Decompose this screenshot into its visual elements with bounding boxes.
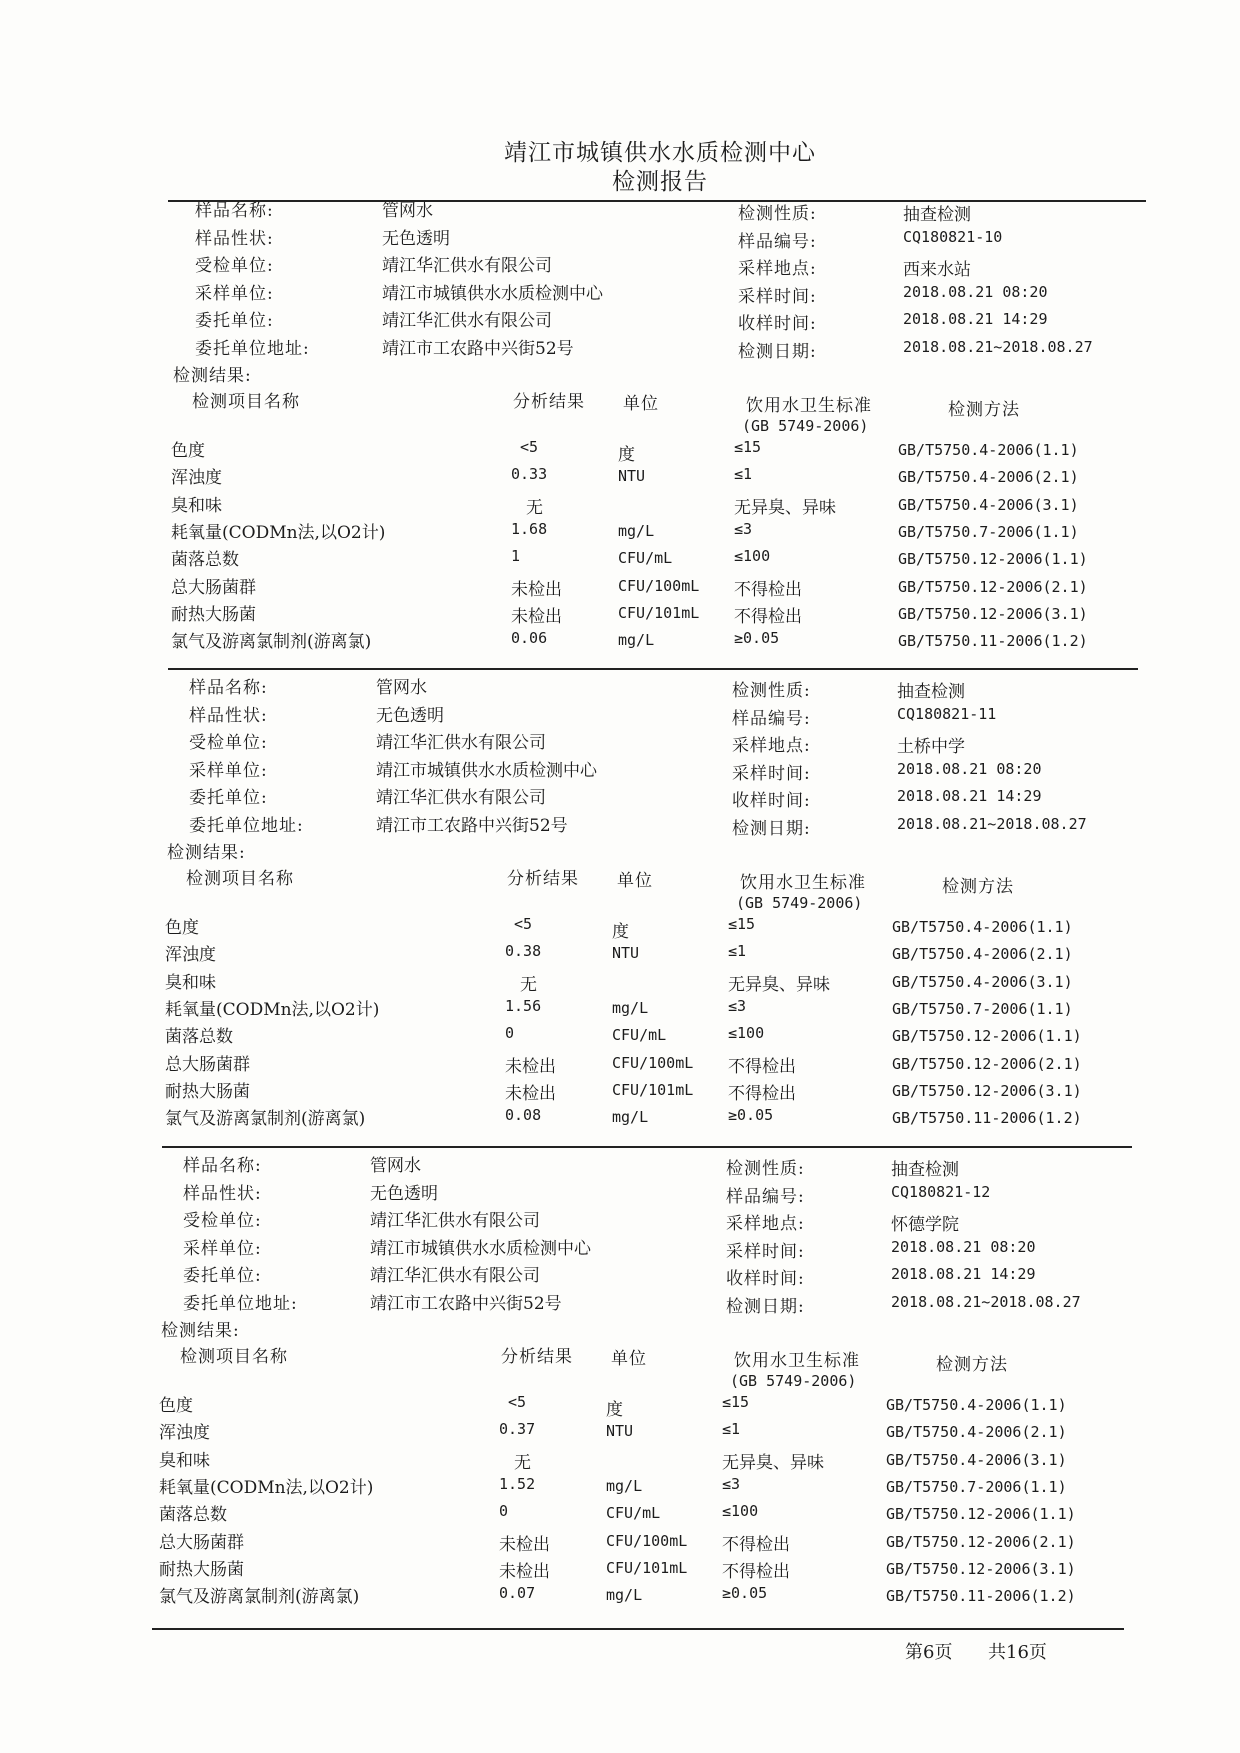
result-value: 未检出 <box>511 579 562 600</box>
item-name: 色度 <box>165 918 199 938</box>
standard-value: ≤15 <box>734 438 762 456</box>
result-value: 1.68 <box>511 519 548 538</box>
sample-no-value: CQ180821-12 <box>891 1182 991 1201</box>
method-value: GB/T5750.4-2006(2.1) <box>898 468 1079 487</box>
sampling-unit-value: 靖江市城镇供水水质检测中心 <box>370 1238 591 1259</box>
sample-name-value: 管网水 <box>382 201 433 221</box>
item-name: 耗氧量(CODMn法,以O2计) <box>159 1477 374 1498</box>
unit-value: NTU <box>618 467 646 486</box>
sampling-unit-label: 采样单位: <box>189 760 268 781</box>
unit-value: CFU/101mL <box>606 1558 688 1577</box>
standard-value: ≤3 <box>734 519 753 538</box>
method-value: GB/T5750.11-2006(1.2) <box>898 632 1088 651</box>
col-standard: 饮用水卫生标准 <box>746 396 872 416</box>
method-value: GB/T5750.4-2006(2.1) <box>886 1423 1067 1442</box>
unit-value: 度 <box>618 445 635 465</box>
col-method: 检测方法 <box>942 877 1014 897</box>
standard-value: ≤100 <box>722 1502 759 1521</box>
sample-no-label: 样品编号: <box>738 231 817 252</box>
method-value: GB/T5750.12-2006(2.1) <box>886 1532 1076 1551</box>
receive-time-value: 2018.08.21 14:29 <box>897 787 1042 805</box>
test-type-label: 检测性质: <box>738 204 817 224</box>
sample-name-value: 管网水 <box>370 1156 421 1176</box>
sampling-site-label: 采样地点: <box>732 736 811 756</box>
standard-value: 不得检出 <box>734 579 802 600</box>
client-unit-label: 委托单位: <box>183 1266 262 1286</box>
col-result: 分析结果 <box>501 1347 573 1367</box>
unit-value: CFU/100mL <box>618 576 700 595</box>
item-name: 臭和味 <box>165 972 216 993</box>
standard-value: 无异臭、异味 <box>728 974 830 995</box>
item-name: 浑浊度 <box>165 945 216 966</box>
result-value: 未检出 <box>505 1056 556 1077</box>
unit-value: mg/L <box>606 1586 643 1605</box>
col-item-name: 检测项目名称 <box>186 869 294 889</box>
standard-value: 无异臭、异味 <box>734 497 836 518</box>
method-value: GB/T5750.12-2006(2.1) <box>898 577 1088 596</box>
col-unit: 单位 <box>611 1349 647 1369</box>
col-standard-ref: (GB 5749-2006) <box>742 417 869 435</box>
standard-value: ≥0.05 <box>734 629 780 648</box>
result-value: 无 <box>520 974 537 995</box>
method-value: GB/T5750.4-2006(3.1) <box>892 972 1073 991</box>
method-value: GB/T5750.11-2006(1.2) <box>886 1587 1076 1606</box>
standard-value: ≥0.05 <box>728 1106 774 1125</box>
inspected-unit-value: 靖江华汇供水有限公司 <box>376 733 546 753</box>
client-address-label: 委托单位地址: <box>189 815 304 836</box>
test-date-value: 2018.08.21~2018.08.27 <box>903 337 1093 356</box>
report-title: 检测报告 <box>612 169 708 195</box>
item-name: 耗氧量(CODMn法,以O2计) <box>165 999 380 1020</box>
standard-value: 不得检出 <box>728 1083 796 1104</box>
section-divider-1 <box>168 668 1138 670</box>
client-address-value: 靖江市工农路中兴街52号 <box>376 815 568 836</box>
result-value: 0.07 <box>499 1584 536 1603</box>
unit-value: CFU/100mL <box>612 1053 694 1072</box>
test-date-value: 2018.08.21~2018.08.27 <box>897 814 1087 833</box>
receive-time-value: 2018.08.21 14:29 <box>891 1265 1036 1283</box>
sample-props-value: 无色透明 <box>370 1183 438 1204</box>
standard-value: 不得检出 <box>722 1534 790 1555</box>
unit-value: 度 <box>612 922 629 942</box>
sample-section-1 <box>168 196 1128 666</box>
result-value: 1.56 <box>505 996 542 1015</box>
result-value: <5 <box>520 438 539 456</box>
col-unit: 单位 <box>623 394 659 414</box>
standard-value: 不得检出 <box>728 1056 796 1077</box>
item-name: 氯气及游离氯制剂(游离氯) <box>171 632 372 653</box>
standard-value: 不得检出 <box>722 1561 790 1582</box>
result-value: 1 <box>511 547 521 566</box>
standard-value: ≥0.05 <box>722 1584 768 1603</box>
item-name: 耐热大肠菌 <box>159 1559 244 1580</box>
method-value: GB/T5750.4-2006(3.1) <box>898 495 1079 514</box>
standard-value: ≤100 <box>734 547 771 566</box>
sample-props-label: 样品性状: <box>195 228 274 249</box>
bottom-rule <box>152 1628 1124 1630</box>
test-date-label: 检测日期: <box>732 818 811 839</box>
section-divider-2 <box>162 1146 1132 1148</box>
sample-no-label: 样品编号: <box>732 708 811 729</box>
results-label: 检测结果: <box>161 1321 240 1341</box>
col-method: 检测方法 <box>948 400 1020 420</box>
method-value: GB/T5750.12-2006(2.1) <box>892 1054 1082 1073</box>
item-name: 总大肠菌群 <box>165 1054 250 1075</box>
method-value: GB/T5750.11-2006(1.2) <box>892 1109 1082 1128</box>
item-name: 菌落总数 <box>159 1505 227 1526</box>
sample-props-label: 样品性状: <box>183 1183 262 1204</box>
col-method: 检测方法 <box>936 1355 1008 1375</box>
results-label: 检测结果: <box>167 843 246 863</box>
unit-value: mg/L <box>612 998 649 1017</box>
test-date-value: 2018.08.21~2018.08.27 <box>891 1292 1081 1311</box>
inspected-unit-value: 靖江华汇供水有限公司 <box>370 1211 540 1231</box>
standard-value: ≤1 <box>728 942 747 961</box>
client-unit-value: 靖江华汇供水有限公司 <box>376 788 546 808</box>
method-value: GB/T5750.7-2006(1.1) <box>898 522 1079 541</box>
client-unit-value: 靖江华汇供水有限公司 <box>382 311 552 331</box>
sample-props-value: 无色透明 <box>382 228 450 249</box>
sample-name-label: 样品名称: <box>189 678 268 698</box>
method-value: GB/T5750.4-2006(1.1) <box>898 441 1079 459</box>
org-title: 靖江市城镇供水水质检测中心 <box>504 140 816 166</box>
client-address-value: 靖江市工农路中兴街52号 <box>382 338 574 359</box>
method-value: GB/T5750.12-2006(3.1) <box>886 1559 1076 1578</box>
item-name: 浑浊度 <box>171 468 222 489</box>
sampling-time-label: 采样时间: <box>726 1241 805 1262</box>
test-date-label: 检测日期: <box>726 1296 805 1317</box>
sampling-unit-value: 靖江市城镇供水水质检测中心 <box>376 760 597 781</box>
receive-time-label: 收样时间: <box>726 1269 805 1289</box>
method-value: GB/T5750.4-2006(2.1) <box>892 945 1073 964</box>
client-address-label: 委托单位地址: <box>195 338 310 359</box>
method-value: GB/T5750.4-2006(3.1) <box>886 1450 1067 1469</box>
sampling-unit-label: 采样单位: <box>183 1238 262 1259</box>
test-type-label: 检测性质: <box>732 681 811 701</box>
item-name: 臭和味 <box>171 495 222 516</box>
col-standard-ref: (GB 5749-2006) <box>736 894 863 912</box>
result-value: 未检出 <box>505 1083 556 1104</box>
standard-value: ≤3 <box>728 996 747 1015</box>
inspected-unit-label: 受检单位: <box>183 1211 262 1231</box>
col-unit: 单位 <box>617 871 653 891</box>
sample-props-value: 无色透明 <box>376 705 444 726</box>
result-value: <5 <box>508 1393 527 1411</box>
test-type-value: 抽查检测 <box>897 682 965 702</box>
unit-value: NTU <box>606 1422 634 1441</box>
item-name: 色度 <box>159 1396 193 1416</box>
result-value: 未检出 <box>499 1534 550 1555</box>
col-result: 分析结果 <box>513 392 585 412</box>
test-type-label: 检测性质: <box>726 1159 805 1179</box>
sampling-site-label: 采样地点: <box>738 259 817 279</box>
standard-value: 不得检出 <box>734 606 802 627</box>
page-number: 第6页 <box>905 1642 953 1663</box>
result-value: 0.06 <box>511 629 548 648</box>
item-name: 菌落总数 <box>171 550 239 571</box>
inspected-unit-label: 受检单位: <box>195 256 274 276</box>
result-value: 未检出 <box>511 606 562 627</box>
item-name: 耗氧量(CODMn法,以O2计) <box>171 522 386 543</box>
item-name: 氯气及游离氯制剂(游离氯) <box>165 1109 366 1130</box>
test-type-value: 抽查检测 <box>903 205 971 225</box>
client-address-label: 委托单位地址: <box>183 1293 298 1314</box>
results-label: 检测结果: <box>173 366 252 386</box>
client-unit-label: 委托单位: <box>195 311 274 331</box>
method-value: GB/T5750.12-2006(1.1) <box>892 1027 1082 1046</box>
unit-value: CFU/mL <box>618 549 673 568</box>
item-name: 色度 <box>171 441 205 461</box>
result-value: 1.52 <box>499 1474 536 1493</box>
inspected-unit-label: 受检单位: <box>189 733 268 753</box>
result-value: 0.37 <box>499 1420 536 1439</box>
result-value: 无 <box>514 1452 531 1473</box>
method-value: GB/T5750.12-2006(1.1) <box>898 550 1088 569</box>
result-value: 0.33 <box>511 465 548 484</box>
result-value: 无 <box>526 497 543 518</box>
method-value: GB/T5750.7-2006(1.1) <box>892 999 1073 1018</box>
standard-value: 无异臭、异味 <box>722 1452 824 1473</box>
sample-name-label: 样品名称: <box>195 201 274 221</box>
client-unit-label: 委托单位: <box>189 788 268 808</box>
sampling-site-label: 采样地点: <box>726 1214 805 1234</box>
unit-value: NTU <box>612 944 640 963</box>
unit-value: CFU/101mL <box>612 1080 694 1099</box>
sample-section-3 <box>156 1151 1116 1621</box>
unit-value: CFU/mL <box>612 1026 667 1045</box>
standard-value: ≤100 <box>728 1024 765 1043</box>
col-item-name: 检测项目名称 <box>180 1347 288 1367</box>
unit-value: mg/L <box>606 1476 643 1495</box>
standard-value: ≤15 <box>722 1393 750 1411</box>
method-value: GB/T5750.7-2006(1.1) <box>886 1477 1067 1496</box>
receive-time-label: 收样时间: <box>738 314 817 334</box>
method-value: GB/T5750.12-2006(1.1) <box>886 1505 1076 1524</box>
sampling-time-value: 2018.08.21 08:20 <box>903 282 1048 301</box>
test-date-label: 检测日期: <box>738 341 817 362</box>
col-result: 分析结果 <box>507 869 579 889</box>
sample-props-label: 样品性状: <box>189 705 268 726</box>
sampling-time-label: 采样时间: <box>732 763 811 784</box>
item-name: 臭和味 <box>159 1450 210 1471</box>
standard-value: ≤1 <box>722 1420 741 1439</box>
unit-value: mg/L <box>612 1108 649 1127</box>
col-standard: 饮用水卫生标准 <box>734 1351 860 1371</box>
method-value: GB/T5750.12-2006(3.1) <box>898 604 1088 623</box>
col-item-name: 检测项目名称 <box>192 392 300 412</box>
result-value: 0 <box>499 1502 509 1521</box>
sample-name-value: 管网水 <box>376 678 427 698</box>
sampling-site-value: 土桥中学 <box>897 737 965 757</box>
result-value: 0.08 <box>505 1106 542 1125</box>
unit-value: mg/L <box>618 631 655 650</box>
item-name: 菌落总数 <box>165 1027 233 1048</box>
col-standard-ref: (GB 5749-2006) <box>730 1372 857 1390</box>
item-name: 氯气及游离氯制剂(游离氯) <box>159 1587 360 1608</box>
item-name: 浑浊度 <box>159 1423 210 1444</box>
item-name: 总大肠菌群 <box>171 577 256 598</box>
result-value: <5 <box>514 915 533 933</box>
test-type-value: 抽查检测 <box>891 1160 959 1180</box>
client-unit-value: 靖江华汇供水有限公司 <box>370 1266 540 1286</box>
sampling-unit-value: 靖江市城镇供水水质检测中心 <box>382 283 603 304</box>
sample-section-2 <box>162 673 1122 1143</box>
unit-value: CFU/101mL <box>618 603 700 622</box>
sample-no-value: CQ180821-11 <box>897 704 997 723</box>
unit-value: CFU/mL <box>606 1504 661 1523</box>
receive-time-value: 2018.08.21 14:29 <box>903 310 1048 328</box>
inspected-unit-value: 靖江华汇供水有限公司 <box>382 256 552 276</box>
sample-no-label: 样品编号: <box>726 1186 805 1207</box>
item-name: 总大肠菌群 <box>159 1532 244 1553</box>
method-value: GB/T5750.4-2006(1.1) <box>892 918 1073 936</box>
item-name: 耐热大肠菌 <box>171 604 256 625</box>
col-standard: 饮用水卫生标准 <box>740 873 866 893</box>
unit-value: CFU/100mL <box>606 1531 688 1550</box>
result-value: 0 <box>505 1024 515 1043</box>
sampling-time-value: 2018.08.21 08:20 <box>897 759 1042 778</box>
sampling-site-value: 怀德学院 <box>891 1215 959 1235</box>
unit-value: mg/L <box>618 521 655 540</box>
unit-value: 度 <box>606 1400 623 1420</box>
result-value: 未检出 <box>499 1561 550 1582</box>
sampling-time-value: 2018.08.21 08:20 <box>891 1237 1036 1256</box>
sampling-unit-label: 采样单位: <box>195 283 274 304</box>
sampling-site-value: 西来水站 <box>903 260 971 280</box>
standard-value: ≤3 <box>722 1474 741 1493</box>
method-value: GB/T5750.4-2006(1.1) <box>886 1396 1067 1414</box>
sampling-time-label: 采样时间: <box>738 286 817 307</box>
result-value: 0.38 <box>505 942 542 961</box>
receive-time-label: 收样时间: <box>732 791 811 811</box>
sample-no-value: CQ180821-10 <box>903 227 1003 246</box>
client-address-value: 靖江市工农路中兴街52号 <box>370 1293 562 1314</box>
item-name: 耐热大肠菌 <box>165 1081 250 1102</box>
method-value: GB/T5750.12-2006(3.1) <box>892 1081 1082 1100</box>
page-total: 共16页 <box>988 1642 1047 1663</box>
sample-name-label: 样品名称: <box>183 1156 262 1176</box>
standard-value: ≤1 <box>734 465 753 484</box>
standard-value: ≤15 <box>728 915 756 933</box>
